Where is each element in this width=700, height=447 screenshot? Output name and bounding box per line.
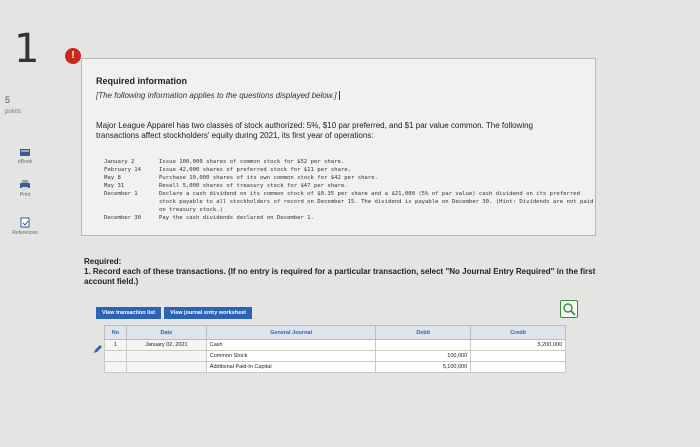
transaction-text: Purchase 10,000 shares of its own common stock for $42 per share. — [159, 175, 378, 181]
book-icon — [19, 148, 31, 157]
transaction-list — [104, 158, 594, 222]
transaction-row — [104, 158, 594, 166]
row-account[interactable]: Common Stock — [206, 351, 376, 362]
transaction-row — [104, 166, 594, 174]
transaction-date: May 8 — [104, 175, 121, 181]
row-date — [126, 351, 206, 362]
transaction-date: January 2 — [104, 159, 135, 165]
transaction-row — [104, 190, 594, 214]
info-note: [The following information applies to the questions displayed below.] — [96, 91, 340, 100]
col-debit: Debit — [376, 326, 471, 340]
row-no — [105, 362, 127, 373]
magnifier-icon — [561, 301, 577, 317]
transaction-text: Issue 42,000 shares of preferred stock for $11 per share. — [159, 167, 351, 173]
info-title: Required information — [96, 76, 188, 86]
points-value: 5 — [5, 95, 11, 105]
zoom-icon[interactable] — [560, 300, 578, 318]
transaction-text: Resell 5,000 shares of treasury stock for $47 per share. — [159, 183, 348, 189]
row-debit[interactable]: 5,100,000 — [376, 362, 471, 373]
row-account[interactable]: Additional Paid-In Capital — [206, 362, 376, 373]
row-date[interactable]: January 02, 2021 — [126, 340, 206, 351]
printer-icon — [19, 180, 31, 190]
row-date — [126, 362, 206, 373]
alert-icon: ! — [65, 48, 81, 64]
journal-row — [105, 340, 566, 351]
required-text: 1. Record each of these transactions. (If no entry is required for a particular transaction, select "No Journal Entry Required" in the first account field.) — [84, 267, 596, 286]
transaction-text: Declare a cash dividend on its common stock of $0.35 per share and a $21,000 (5% of par value) cash dividend on its preferred stock payable to all stockholders of record on December 15. The dividend is payable on December 30. (Hint: Dividends are not paid on treasury stock.) — [159, 191, 594, 213]
transaction-row — [104, 182, 594, 190]
edit-pencil-icon[interactable] — [93, 344, 103, 354]
row-credit[interactable] — [471, 351, 566, 362]
row-no — [105, 351, 127, 362]
row-debit[interactable]: 100,000 — [376, 351, 471, 362]
transaction-text: Issue 100,000 shares of common stock for $52 per share. — [159, 159, 345, 165]
row-credit[interactable] — [471, 362, 566, 373]
journal-row — [105, 351, 566, 362]
row-no: 1 — [105, 340, 127, 351]
transaction-date: December 1 — [104, 191, 138, 197]
row-debit[interactable] — [376, 340, 471, 351]
references-icon — [19, 217, 31, 228]
row-account[interactable]: Cash — [206, 340, 376, 351]
sidebar-item-print[interactable] — [10, 180, 40, 198]
transaction-date: May 31 — [104, 183, 125, 189]
sidebar-label-print: Print — [19, 192, 31, 198]
sidebar-item-ebook[interactable] — [10, 148, 40, 165]
view-transaction-list-button[interactable]: View transaction list — [96, 307, 161, 319]
col-credit: Credit — [471, 326, 566, 340]
journal-row — [105, 362, 566, 373]
transaction-row — [104, 214, 594, 222]
col-date: Date — [126, 326, 206, 340]
row-credit[interactable]: 5,200,000 — [471, 340, 566, 351]
journal-header-row — [105, 326, 566, 340]
sidebar-label-references: References — [12, 230, 38, 236]
required-heading: Required: — [84, 257, 122, 266]
info-intro: Major League Apparel has two classes of stock authorized: 5%, $10 par preferred, and $1 par value common. The following transactions affect stockholders' equity during 2021, its first year of operations: — [96, 121, 533, 140]
question-number: 1 — [14, 26, 40, 72]
transaction-date: December 30 — [104, 215, 142, 221]
sidebar-item-references[interactable] — [10, 217, 40, 236]
worksheet-tabs — [96, 307, 252, 319]
sidebar-label-ebook: eBook — [17, 159, 33, 165]
journal-table — [104, 325, 566, 373]
col-account: General Journal — [206, 326, 376, 340]
required-section — [84, 257, 604, 287]
transaction-text: Pay the cash dividends declared on December 1. — [159, 215, 314, 221]
transaction-date: February 14 — [104, 167, 142, 173]
col-no: No — [105, 326, 127, 340]
points-label: points — [5, 109, 22, 115]
required-information-panel — [81, 58, 596, 236]
view-journal-worksheet-button[interactable]: View journal entry worksheet — [164, 307, 252, 319]
transaction-row — [104, 174, 594, 182]
